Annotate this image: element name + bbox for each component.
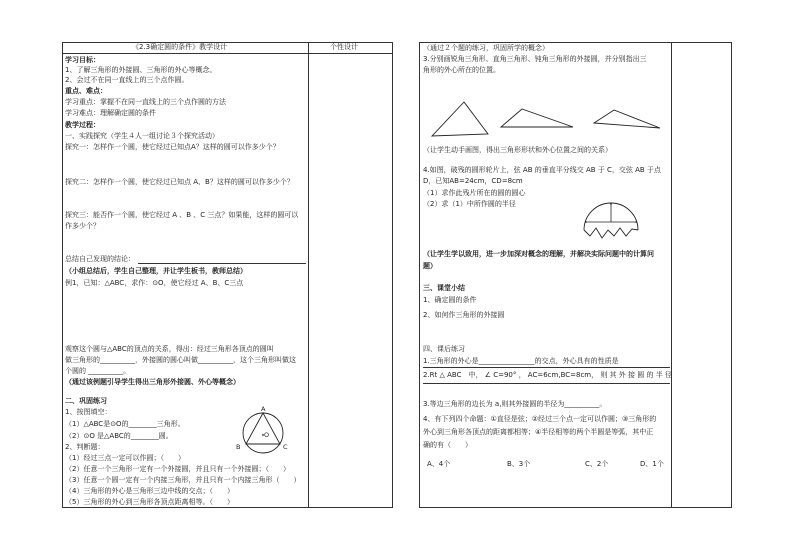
text-line: 2、如何作三角形的外接圆	[423, 311, 505, 319]
left-column-divider	[308, 42, 309, 508]
text-line: （1）经过三点一定可以作圆；（ ）	[65, 454, 185, 462]
column-header-personal-design: 个性设计	[330, 43, 358, 51]
answer-blank-line	[138, 263, 306, 264]
text-line: （2）求（1）中所作圆的半径	[423, 200, 516, 208]
text-line: 例1，已知：△ABC，求作：⊙O，使它经过 A、B、C三点	[65, 279, 244, 287]
answer-blank-line	[423, 367, 670, 368]
text-line: 角形的外心所在的位置。	[423, 66, 500, 74]
broken-wheel-figure	[580, 200, 642, 240]
text-line: 学习难点：理解确定圆的条件	[65, 109, 156, 117]
text-line: 4、有下列四个命题：①直径是弦；②经过三个点一定可以作圆；③三角形的	[423, 415, 657, 423]
circumcircle-figure	[238, 408, 288, 458]
text-line: 题）	[423, 262, 437, 270]
text-line: 外心到三角形各顶点的距离都相等；④半径相等的两个半圆是等弧，其中正	[423, 428, 654, 436]
text-line: 1.三角形的外心是________________的交点，外心具有的性质是	[423, 357, 619, 365]
document-title: 《2.3确定圆的条件》教学设计	[132, 43, 228, 51]
text-line: 2.Rt △ ABC 中， ∠ C=90° ， AC=6cm,BC=8cm， 则 其 外 接 圆 的 半 径	[423, 371, 672, 379]
left-header-rule	[62, 53, 393, 54]
text-line: （5）三角形的外心到三角形各顶点距离相等。（ ）	[65, 498, 234, 506]
text-line: 1、确定圆的条件	[423, 296, 477, 304]
section-heading: 学习目标：	[65, 56, 100, 64]
choice-d: D、1个	[640, 460, 664, 468]
acute-triangle	[430, 100, 490, 140]
right-column-divider	[671, 42, 672, 508]
text-line: （通过２个题的练习，巩固所学的概念）	[423, 44, 549, 52]
text-line: 做三角形的__________，外接圆的圆心叫做__________，这个三角形叫做这	[65, 356, 296, 364]
text-line: 4.如图，破残的圆形轮片上，弦 AB 的垂直平分线交 AB 于 C，交弦 AB 于点	[423, 166, 661, 174]
text-line: D，已知AB=24cm，CD=8cm	[423, 177, 523, 185]
vertex-label-b: B	[236, 443, 241, 451]
text-line: （让学生学以致用，进一步加深对概念的理解，并解决实际问题中的计算问	[423, 250, 654, 258]
center-label-o: O	[264, 431, 270, 439]
vertex-label-a: A	[261, 405, 266, 413]
choice-c: C、2个	[585, 460, 609, 468]
obtuse-triangle	[592, 106, 662, 131]
text-line: （1）求作此残片所在的圆的圆心	[423, 189, 526, 197]
text-line: （2）⊙O 是△ABC的________圆。	[65, 432, 173, 440]
text-line: （3）任意一个圆一定有一个内接三角形，并且只有一个内接三角形（ ）	[65, 476, 301, 484]
text-line: 探究三：能否作一个圆，使它经过 A 、B 、C 三点？如果能，这样的圆可以	[65, 211, 299, 219]
vertex-label-c: C	[283, 443, 288, 451]
text-line: 1、按图填空：	[65, 408, 112, 416]
choice-b: B、3个	[507, 460, 531, 468]
text-line: 总结自己发现的结论：	[65, 255, 135, 263]
text-line: 作多少个？	[65, 222, 100, 230]
text-line: （2）任意一个三角形一定有一个外接圆，并且只有一个外接圆；（ ）	[65, 465, 290, 473]
text-line: 1、了解三角形的外接圆、三角形的外心等概念。	[65, 66, 217, 74]
section-heading: 教学过程：	[65, 121, 100, 129]
text-line: （让学生动手画图，得出三角形形状和外心位置之间的关系）	[423, 146, 612, 154]
text-line: 2、判断题：	[65, 443, 105, 451]
text-line: 2、会过不在同一直线上的三个点作圆。	[65, 76, 189, 84]
text-line: 观察这个圆与△ABC的顶点的关系，得出：经过三角形各顶点的圆叫	[65, 345, 274, 353]
text-line: 确的有（ ）	[423, 441, 472, 449]
section-heading: 二、巩固练习	[65, 397, 107, 405]
section-heading: 三、课堂小结	[423, 284, 465, 292]
text-line: 个圆的 __________。	[65, 367, 131, 375]
choice-a: A、4个	[427, 460, 451, 468]
text-line: 学习重点：掌握不在同一直线上的三个点作圆的方法	[65, 98, 226, 106]
text-line: 探究一：怎样作一个圆，使它经过已知点A？这样的圆可以作多少个？	[65, 143, 280, 151]
text-line: （1）△ABC是⊙O的________三角形。	[65, 420, 185, 428]
text-line: 3.分别画锐角三角形、直角三角形、钝角三角形的外接圆，并分别指出三	[423, 55, 647, 63]
section-heading: 重点、难点：	[65, 87, 107, 95]
text-line: 3.等边三角形的边长为 a,则其外接圆的半径为__________。	[423, 400, 607, 408]
section-heading: 四、课后练习	[423, 345, 465, 353]
text-line: （通过该例题引导学生得出三角形外接圆、外心等概念）	[65, 378, 240, 386]
text-line: （4）三角形的外心是三角形三边中线的交点；（ ）	[65, 487, 234, 495]
text-line: （小组总结后，学生自己整理，并让学生板书，教师总结）	[65, 267, 247, 275]
answer-blank-line	[423, 383, 670, 384]
right-triangle	[500, 108, 575, 130]
text-line: 探究二：怎样作一个圆，使它经过已知点 A、B？这样的圆可以作多少个？	[65, 178, 294, 186]
text-line: 一、实践探究（学生４人一组讨论３个探究活动）	[65, 132, 219, 140]
